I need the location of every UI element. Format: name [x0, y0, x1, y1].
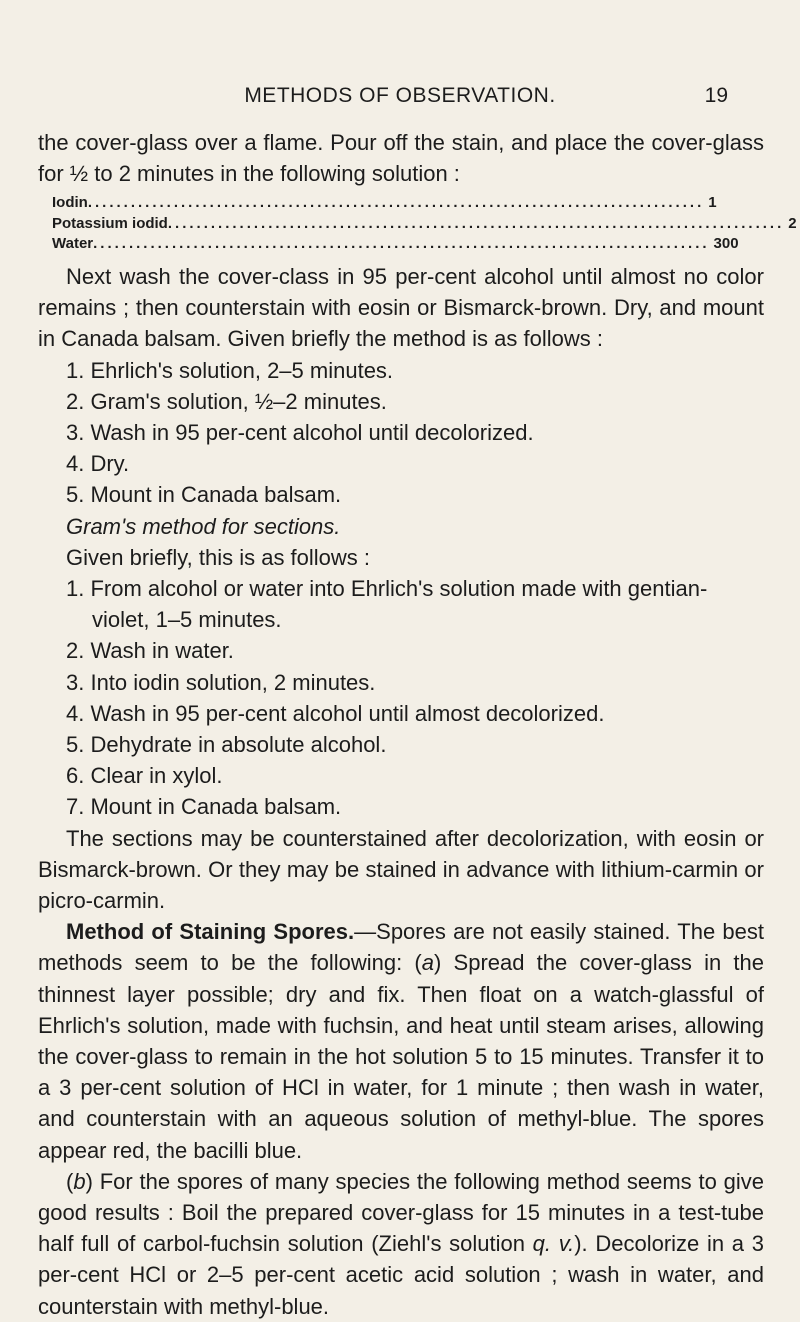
spores-a-letter: a [421, 950, 435, 976]
recipe-ingredient: Potassium iodid [52, 214, 168, 232]
counterstain-paragraph: The sections may be counterstained after decolorization, with eosin or Bismarck-brown. Or they may be stained in advance with lithium-carmin or picro-carmin. [38, 825, 764, 913]
spores-b-letter: b [73, 1168, 86, 1194]
recipe-row [52, 214, 797, 235]
spores-paragraph-a [38, 916, 764, 1166]
spores-a-text: ) Spread the cover-glass in the thinnest layer possible; dry and fix. Then float on a watch-glassful of Ehrlich's solution, made with fuchsin, and heat until steam arises, allowing the cover-glass to remain in the hot solution 5 to 15 minutes. Transfer it to a 3 per-cent solution of HCl in water, for 1 minute ; then wash in water, and counterstain with an aqueous solution of methyl-blue. The spores appear red, the bacilli blue. [38, 950, 764, 1163]
iodine-solution-recipe [52, 193, 797, 255]
wash-paragraph: Next wash the cover-class in 95 per-cent alcohol until almost no color remains ; then counterstain with eosin or Bismarck-brown. Dry, and mount in Canada balsam. Given briefly the method is as follows : [38, 263, 764, 352]
spores-a-lead: —Spores are not easily stained. The best methods seem to be the following: ( [38, 919, 765, 976]
recipe-row [52, 193, 717, 214]
list-item: 4. Wash in 95 per-cent alcohol until almost decolorized. [66, 700, 605, 726]
leader-dots: ...................................................................................... [87, 194, 705, 212]
spores-heading: Method of Staining Spores. [66, 919, 355, 945]
method-steps-list [38, 355, 764, 511]
leader-dots: ...................................................................................... [93, 235, 710, 253]
sections-intro: Given briefly, this is as follows : [66, 544, 371, 570]
page-body [38, 127, 797, 1322]
leader-dots: ...................................................................................... [167, 214, 785, 232]
list-item: 7. Mount in Canada balsam. [66, 794, 342, 820]
spores-b-qv: q. v. [532, 1231, 575, 1257]
list-item: 1. Ehrlich's solution, 2–5 minutes. [66, 357, 394, 383]
intro-paragraph: the cover-glass over a flame. Pour off the stain, and place the cover-glass for ½ to 2 minutes in the following solution : [38, 130, 764, 187]
spores-b-open: ( [66, 1168, 74, 1194]
recipe-ingredient: Water [52, 235, 94, 253]
spores-b-text: ) For the spores of many species the following method seems to give good results : Boil the prepared cover-glass for 15 minutes in a test-tube half full of carbol-fuchsin solution (Ziehl's solution [38, 1168, 764, 1257]
list-item: 3. Into iodin solution, 2 minutes. [66, 669, 376, 695]
list-item: 1. From alcohol or water into Ehrlich's solution made with gentian-violet, 1–5 minutes. [66, 575, 708, 633]
list-item: 2. Wash in water. [66, 638, 234, 664]
recipe-row [52, 234, 739, 255]
list-item: 5. Dehydrate in absolute alcohol. [66, 731, 387, 757]
list-item: 2. Gram's solution, ½–2 minutes. [66, 388, 387, 414]
list-item: 5. Mount in Canada balsam. [66, 482, 342, 508]
page-number: 19 [704, 84, 728, 107]
recipe-quantity: 2 [788, 214, 797, 232]
recipe-ingredient: Iodin [52, 194, 88, 212]
spores-paragraph-b [38, 1166, 764, 1322]
sections-steps-list [38, 573, 764, 823]
spores-b-end: ). Decolorize in a 3 per-cent HCl or 2–5 per-cent acetic acid solution ; wash in water, and counterstain with methyl-blue. [38, 1231, 764, 1319]
list-item: 6. Clear in xylol. [66, 763, 223, 789]
list-item: 3. Wash in 95 per-cent alcohol until decolorized. [66, 419, 534, 445]
recipe-quantity: 1 [708, 194, 717, 212]
running-title: METHODS OF OBSERVATION. [244, 84, 556, 107]
sections-heading: Gram's method for sections. [66, 513, 341, 539]
list-item: 4. Dry. [66, 451, 130, 477]
recipe-quantity: 300 [713, 235, 739, 253]
page-header [0, 80, 800, 110]
